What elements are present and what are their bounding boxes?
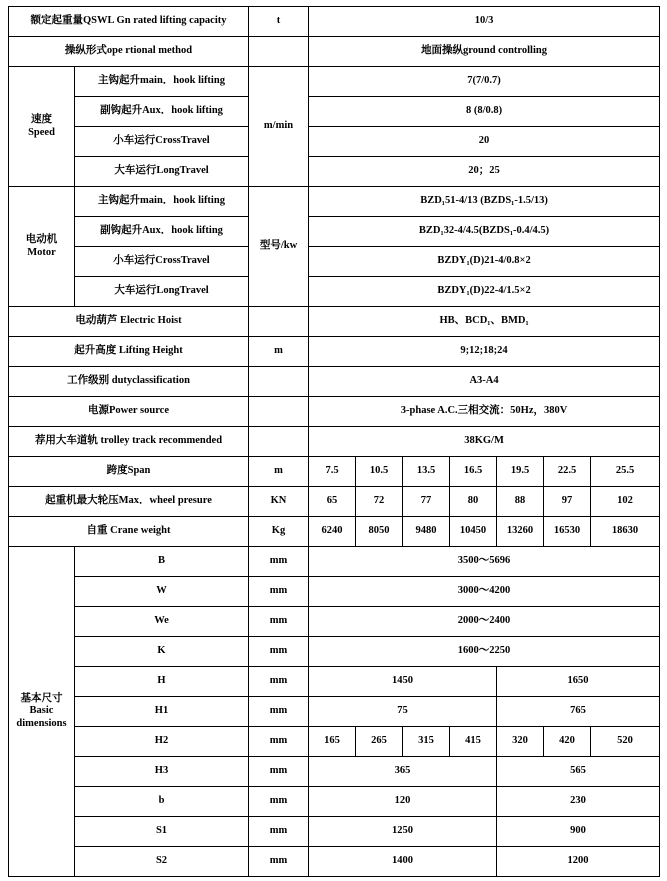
- row-value: BZD₁51-4/13 (BZDS₁-1.5/13): [309, 187, 660, 217]
- row-value: A3-A4: [309, 367, 660, 397]
- table-row: [9, 667, 660, 697]
- group-label-speed: 速度 Speed: [9, 67, 75, 187]
- row-label: 自重 Crane weight: [9, 517, 249, 547]
- dimension-value: 420: [544, 727, 591, 757]
- dimension-unit: mm: [249, 577, 309, 607]
- dimension-value-left: 1250: [309, 817, 497, 847]
- row-value: 7(7/0.7): [309, 67, 660, 97]
- table-row: [9, 367, 660, 397]
- row-value: HB、BCD₁、BMD₁: [309, 307, 660, 337]
- table-row: [9, 607, 660, 637]
- dimension-value-left: 120: [309, 787, 497, 817]
- row-label: 主钩起升main．hook lifting: [75, 67, 249, 97]
- dimension-value-right: 900: [497, 817, 660, 847]
- table-row: [9, 817, 660, 847]
- dimension-value-left: 1450: [309, 667, 497, 697]
- row-label: 大车运行LongTravel: [75, 277, 249, 307]
- row-unit: [249, 397, 309, 427]
- row-value: 9;12;18;24: [309, 337, 660, 367]
- dimension-value: 320: [497, 727, 544, 757]
- dimension-unit: mm: [249, 667, 309, 697]
- dimension-label: H: [75, 667, 249, 697]
- wheel-pressure-value: 77: [403, 487, 450, 517]
- table-row: [9, 37, 660, 67]
- group-label-motor: 电动机 Motor: [9, 187, 75, 307]
- table-row: [9, 157, 660, 187]
- dimension-value: 3000～4200: [309, 577, 660, 607]
- span-value: 7.5: [309, 457, 356, 487]
- row-value: 10/3: [309, 7, 660, 37]
- row-value: 38KG/M: [309, 427, 660, 457]
- row-label: 主钩起升main．hook lifting: [75, 187, 249, 217]
- dimension-label: H1: [75, 697, 249, 727]
- row-label: 工作级别 dutyclassification: [9, 367, 249, 397]
- dimension-label: We: [75, 607, 249, 637]
- row-label: 副钩起升Aux．hook lifting: [75, 97, 249, 127]
- row-value: BZD₁32-4/4.5(BZDS₁-0.4/4.5): [309, 217, 660, 247]
- dimension-value: 165: [309, 727, 356, 757]
- row-unit: t: [249, 7, 309, 37]
- dimension-label: b: [75, 787, 249, 817]
- row-value: 20；25: [309, 157, 660, 187]
- table-row: [9, 757, 660, 787]
- crane-weight-value: 9480: [403, 517, 450, 547]
- wheel-pressure-value: 72: [356, 487, 403, 517]
- dimension-unit: mm: [249, 787, 309, 817]
- dimension-value: 315: [403, 727, 450, 757]
- row-unit: m/min: [249, 67, 309, 187]
- row-label: 电动葫芦 Electric Hoist: [9, 307, 249, 337]
- span-value: 19.5: [497, 457, 544, 487]
- dimension-value-right: 765: [497, 697, 660, 727]
- crane-weight-value: 16530: [544, 517, 591, 547]
- table-row: [9, 487, 660, 517]
- wheel-pressure-value: 102: [591, 487, 660, 517]
- table-row: [9, 97, 660, 127]
- row-unit: [249, 37, 309, 67]
- dimension-label: S2: [75, 847, 249, 877]
- row-value: 3-phase A.C.三相交流：50Hz，380V: [309, 397, 660, 427]
- dimension-unit: mm: [249, 697, 309, 727]
- row-label: 起升高度 Lifting Height: [9, 337, 249, 367]
- row-label: 副钩起升Aux．hook lifting: [75, 217, 249, 247]
- row-unit: KN: [249, 487, 309, 517]
- row-value: 20: [309, 127, 660, 157]
- crane-weight-value: 10450: [450, 517, 497, 547]
- table-row: [9, 337, 660, 367]
- dimension-value-left: 365: [309, 757, 497, 787]
- group-label-basic-dimensions: 基本尺寸 Basic dimensions: [9, 547, 75, 877]
- row-label: 电源Power source: [9, 397, 249, 427]
- table-row: [9, 127, 660, 157]
- table-row: [9, 307, 660, 337]
- row-label: 额定起重量QSWL Gn rated lifting capacity: [9, 7, 249, 37]
- dimension-label: S1: [75, 817, 249, 847]
- row-unit: m: [249, 337, 309, 367]
- span-value: 13.5: [403, 457, 450, 487]
- row-label: 荐用大车道轨 trolley track recommended: [9, 427, 249, 457]
- span-value: 10.5: [356, 457, 403, 487]
- row-value: BZDY₁(D)21-4/0.8×2: [309, 247, 660, 277]
- row-label: 起重机最大轮压Max．wheel presure: [9, 487, 249, 517]
- dimension-value-right: 230: [497, 787, 660, 817]
- dimension-label: H3: [75, 757, 249, 787]
- table-row: [9, 697, 660, 727]
- dimension-unit: mm: [249, 547, 309, 577]
- dimension-value: 2000～2400: [309, 607, 660, 637]
- row-label: 大车运行LongTravel: [75, 157, 249, 187]
- table-row: [9, 847, 660, 877]
- dimension-unit: mm: [249, 607, 309, 637]
- wheel-pressure-value: 88: [497, 487, 544, 517]
- table-row: [9, 277, 660, 307]
- span-value: 25.5: [591, 457, 660, 487]
- row-label: 操纵形式ope rtional method: [9, 37, 249, 67]
- dimension-value: 520: [591, 727, 660, 757]
- span-value: 22.5: [544, 457, 591, 487]
- crane-specification-table: [8, 6, 660, 877]
- crane-weight-value: 8050: [356, 517, 403, 547]
- table-row: [9, 637, 660, 667]
- table-row: [9, 397, 660, 427]
- row-label: 跨度Span: [9, 457, 249, 487]
- dimension-label: B: [75, 547, 249, 577]
- dimension-value-right: 565: [497, 757, 660, 787]
- span-value: 16.5: [450, 457, 497, 487]
- dimension-value-left: 1400: [309, 847, 497, 877]
- dimension-value: 415: [450, 727, 497, 757]
- row-unit: [249, 367, 309, 397]
- row-unit: [249, 307, 309, 337]
- row-unit: 型号/kw: [249, 187, 309, 307]
- dimension-label: K: [75, 637, 249, 667]
- dimension-label: W: [75, 577, 249, 607]
- wheel-pressure-value: 97: [544, 487, 591, 517]
- dimension-value: 1600～2250: [309, 637, 660, 667]
- row-unit: Kg: [249, 517, 309, 547]
- row-label: 小车运行CrossTravel: [75, 127, 249, 157]
- table-row: [9, 247, 660, 277]
- dimension-value: 265: [356, 727, 403, 757]
- crane-weight-value: 6240: [309, 517, 356, 547]
- dimension-unit: mm: [249, 757, 309, 787]
- dimension-unit: mm: [249, 637, 309, 667]
- table-row: [9, 577, 660, 607]
- dimension-value-left: 75: [309, 697, 497, 727]
- table-row: [9, 427, 660, 457]
- dimension-value: 3500～5696: [309, 547, 660, 577]
- dimension-unit: mm: [249, 727, 309, 757]
- dimension-label: H2: [75, 727, 249, 757]
- row-value: BZDY₁(D)22-4/1.5×2: [309, 277, 660, 307]
- table-row: [9, 67, 660, 97]
- table-row: [9, 457, 660, 487]
- row-unit: [249, 427, 309, 457]
- row-label: 小车运行CrossTravel: [75, 247, 249, 277]
- table-row: [9, 217, 660, 247]
- row-value: 8 (8/0.8): [309, 97, 660, 127]
- dimension-value-right: 1650: [497, 667, 660, 697]
- row-value: 地面操纵ground controlling: [309, 37, 660, 67]
- row-unit: m: [249, 457, 309, 487]
- crane-weight-value: 13260: [497, 517, 544, 547]
- table-row: [9, 787, 660, 817]
- table-row: [9, 547, 660, 577]
- crane-weight-value: 18630: [591, 517, 660, 547]
- wheel-pressure-value: 80: [450, 487, 497, 517]
- dimension-value-right: 1200: [497, 847, 660, 877]
- dimension-unit: mm: [249, 847, 309, 877]
- table-row: [9, 727, 660, 757]
- wheel-pressure-value: 65: [309, 487, 356, 517]
- table-row: [9, 187, 660, 217]
- table-row: [9, 517, 660, 547]
- table-row: [9, 7, 660, 37]
- dimension-unit: mm: [249, 817, 309, 847]
